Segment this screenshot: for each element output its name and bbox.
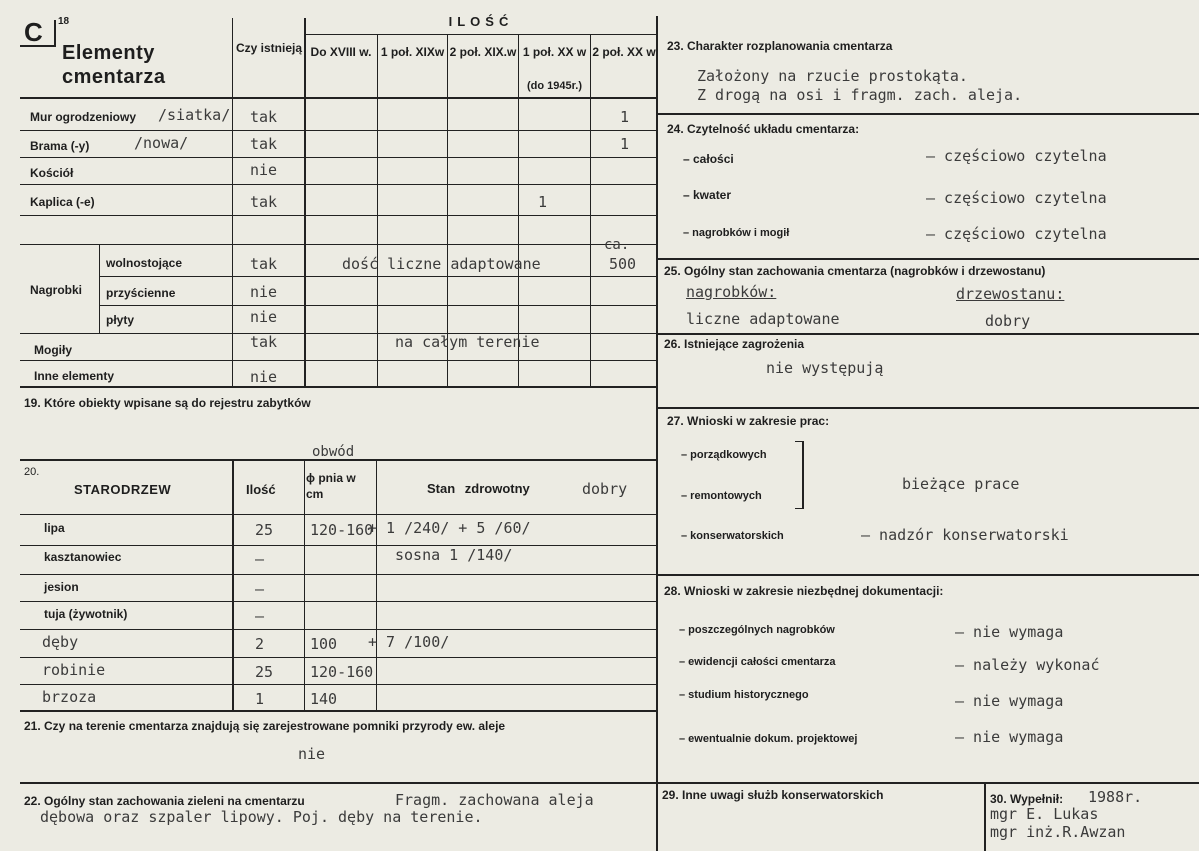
q23-label: 23. Charakter rozplanowania cmentarza: [667, 39, 893, 53]
tree-diameter: 120-160: [310, 663, 374, 681]
col-header-quantity: ILOŚĆ: [448, 14, 514, 29]
q24-item-2-value: – częściowo czytelna: [926, 189, 1107, 207]
trees-health-value: dobry: [582, 480, 628, 498]
row-graves-label: Mogiły: [34, 343, 72, 357]
trees-col-diam-note: obwód: [312, 444, 355, 460]
rule: [20, 386, 657, 388]
row-chapel-exists: tak: [250, 193, 278, 211]
rule: [20, 514, 657, 515]
trees-col-qty: Ilość: [246, 482, 276, 497]
row-church-label: Kościół: [30, 166, 74, 180]
q25-value-1: liczne adaptowane: [686, 310, 840, 328]
rule: [590, 34, 591, 386]
rule: [232, 459, 234, 710]
trees-number: 20.: [24, 466, 40, 478]
q26-label: 26. Istniejące zagrożenia: [664, 337, 805, 351]
tree-health: + 1 /240/ + 5 /60/: [368, 519, 531, 537]
rule: [304, 18, 306, 386]
q24-item-3-value: – częściowo czytelna: [926, 225, 1107, 243]
row-gate-exists: tak: [250, 135, 278, 153]
rule: [376, 459, 377, 710]
q30-label: 30. Wypełnił:: [990, 792, 1064, 806]
q27-item-2: – remontowych: [681, 490, 762, 502]
rule: [658, 574, 1199, 576]
tree-diameter: 120-160: [310, 521, 374, 539]
col-header-exists: Czy istnieją: [235, 41, 303, 55]
tree-qty: 25: [255, 663, 274, 681]
q28-item-1-value: – nie wymaga: [955, 623, 1064, 641]
q24-item-2-label: – kwater: [683, 188, 732, 202]
row-wall-count: 1: [620, 108, 630, 126]
rule: [20, 215, 657, 216]
q23-value-2: Z drogą na osi i fragm. zach. aleja.: [697, 86, 1023, 104]
tree-qty: –: [255, 550, 265, 568]
tree-diameter: 140: [310, 690, 338, 708]
q27-item-1: – porządkowych: [681, 449, 767, 461]
bracket: [802, 441, 804, 509]
trees-col-diam: ϕ pnia w cm: [306, 471, 356, 501]
col-header-19-h2: 2 poł. XIX.w: [449, 45, 517, 59]
col-header-20-h1: 1 poł. XX w: [522, 45, 587, 59]
row-slabs-label: płyty: [106, 313, 135, 327]
tree-qty: 2: [255, 635, 265, 653]
rule: [99, 305, 657, 306]
rule: [20, 130, 657, 131]
rule: [20, 333, 657, 334]
rule: [20, 97, 657, 99]
col-header-20-h2: 2 poł. XX w: [592, 45, 656, 59]
card-number: 18: [58, 16, 70, 27]
col-header-to-18: Do XVIII w.: [310, 45, 372, 59]
q27-label: 27. Wnioski w zakresie prac:: [667, 414, 830, 428]
row-church-exists: nie: [250, 161, 278, 179]
q27-item-3: – konserwatorskich: [681, 530, 784, 542]
q22-value-1: Fragm. zachowana aleja: [395, 791, 594, 809]
col-header-20-h1-note: (do 1945r.): [526, 80, 583, 92]
q28-item-4-label: – ewentualnie dokum. projektowej: [679, 733, 858, 745]
q28-item-4-value: – nie wymaga: [955, 728, 1064, 746]
rule: [20, 574, 657, 575]
rule: [20, 360, 657, 361]
tree-diameter: 100: [310, 635, 338, 653]
row-graves-exists: tak: [250, 333, 278, 351]
q28-label: 28. Wnioski w zakresie niezbędnej dokumentacji:: [664, 584, 944, 598]
q30-person-1: mgr E. Lukas: [990, 805, 1099, 823]
row-other-exists: nie: [250, 368, 278, 386]
row-freestanding-ca: ca.: [604, 237, 630, 253]
rule: [20, 782, 1199, 784]
q19-label: 19. Które obiekty wpisane są do rejestru zabytków: [24, 396, 311, 410]
rule: [658, 407, 1199, 409]
q26-value: nie występują: [766, 359, 884, 377]
q30-date: 1988r.: [1088, 788, 1143, 806]
trees-col-health: Stan zdrowotny: [427, 481, 530, 496]
q28-item-2-label: – ewidencji całości cmentarza: [679, 656, 836, 668]
tree-health: + 7 /100/: [368, 633, 450, 651]
row-other-label: Inne elementy: [34, 369, 115, 383]
tree-name: dęby: [42, 633, 79, 651]
col-header-19-h1: 1 poł. XIXw: [380, 45, 445, 59]
q25-sub-2: drzewostanu:: [956, 285, 1065, 303]
row-gate-label: Brama (-y): [30, 139, 90, 153]
q21-label: 21. Czy na terenie cmentarza znajdują się zarejestrowane pomniki przyrody ew. aleje: [24, 719, 506, 733]
q25-label: 25. Ogólny stan zachowania cmentarza (nagrobków i drzewostanu): [664, 264, 1046, 278]
rule: [658, 333, 1199, 335]
tree-qty: 25: [255, 521, 274, 539]
row-freestanding-count: 500: [609, 255, 637, 273]
q21-value: nie: [298, 745, 326, 763]
q25-sub-1: nagrobków:: [686, 283, 777, 301]
row-chapel-label: Kaplica (-e): [30, 195, 95, 209]
rule: [232, 18, 233, 386]
q23-value-1: Założony na rzucie prostokąta.: [697, 67, 968, 85]
row-gate-note: /nowa/: [134, 134, 189, 152]
q28-item-3-label: – studium historycznego: [679, 689, 809, 701]
tree-qty: –: [255, 580, 265, 598]
row-wall-mounted-exists: nie: [250, 283, 278, 301]
q22-value-2: dębowa oraz szpaler lipowy. Poj. dęby na terenie.: [40, 808, 483, 826]
tree-qty: 1: [255, 690, 265, 708]
rule: [20, 157, 657, 158]
rule: [305, 34, 657, 35]
tree-name: kasztanowiec: [44, 550, 122, 564]
q28-item-3-value: – nie wymaga: [955, 692, 1064, 710]
tree-name: robinie: [42, 661, 106, 679]
q28-item-2-value: – należy wykonać: [955, 656, 1100, 674]
tree-name: tuja (żywotnik): [44, 607, 128, 621]
rule: [20, 710, 657, 712]
bracket: [795, 441, 804, 442]
rule: [656, 16, 658, 851]
card-letter: C: [24, 17, 43, 47]
row-gate-count: 1: [620, 135, 630, 153]
q28-item-1-label: – poszczególnych nagrobków: [679, 624, 835, 636]
q30-person-2: mgr inż.R.Awzan: [990, 823, 1126, 841]
rule: [984, 782, 986, 851]
q25-value-2: dobry: [985, 312, 1031, 330]
trees-col-name: STARODRZEW: [74, 482, 172, 497]
q24-item-1-label: – całości: [683, 152, 734, 166]
rule: [20, 657, 657, 658]
tree-name: lipa: [44, 521, 65, 535]
rule: [658, 258, 1199, 260]
rule: [20, 684, 657, 685]
row-wall-exists: tak: [250, 108, 278, 126]
row-wall-mounted-label: przyścienne: [106, 286, 176, 300]
tree-health: sosna 1 /140/: [395, 546, 513, 564]
tree-qty: —: [255, 607, 265, 625]
q24-item-3-label: – nagrobków i mogił: [683, 227, 790, 239]
rule: [20, 545, 657, 546]
rule: [99, 244, 100, 333]
title-line-1: Elementy: [62, 42, 155, 64]
rule: [658, 113, 1199, 115]
rule: [99, 276, 657, 277]
row-freestanding-label: wolnostojące: [106, 256, 183, 270]
row-slabs-exists: nie: [250, 308, 278, 326]
row-tombstones-label: Nagrobki: [30, 283, 83, 297]
title-line-2: cmentarza: [62, 66, 166, 88]
bracket: [795, 508, 804, 509]
rule: [54, 20, 56, 46]
tree-name: brzoza: [42, 688, 97, 706]
rule: [20, 184, 657, 185]
rule: [20, 601, 657, 602]
rule: [20, 629, 657, 630]
rule: [20, 244, 657, 245]
q27-value-3: – nadzór konserwatorski: [861, 526, 1069, 544]
q22-label: 22. Ogólny stan zachowania zieleni na cmentarzu: [24, 794, 305, 808]
q24-item-1-value: – częściowo czytelna: [926, 147, 1107, 165]
row-freestanding-exists: tak: [250, 255, 278, 273]
q27-bracket-value: bieżące prace: [902, 475, 1020, 493]
rule: [377, 34, 378, 386]
rule: [304, 459, 305, 710]
tree-name: jesion: [44, 580, 79, 594]
row-chapel-count: 1: [538, 193, 548, 211]
row-graves-note: na całym terenie: [395, 333, 540, 351]
q29-label: 29. Inne uwagi służb konserwatorskich: [662, 788, 884, 802]
row-wall-label: Mur ogrodzeniowy: [30, 110, 136, 124]
q24-label: 24. Czytelność układu cmentarza:: [667, 122, 860, 136]
row-wall-note: /siatka/: [158, 106, 231, 124]
row-freestanding-note: dość liczne adaptowane: [342, 255, 541, 273]
